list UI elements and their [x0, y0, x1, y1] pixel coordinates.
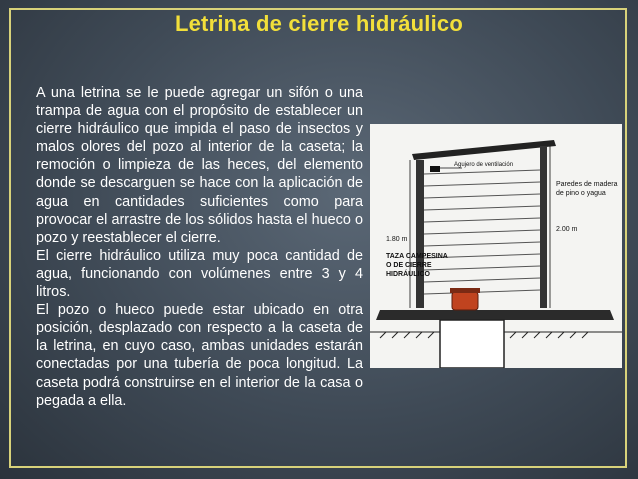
- label-walls-line1: Paredes de madera: [556, 181, 618, 188]
- slide-title: Letrina de cierre hidráulico: [174, 11, 464, 36]
- roof: [412, 140, 556, 160]
- label-seat-line1: TAZA CAMPESINA: [386, 253, 448, 260]
- vent-hole: [430, 166, 440, 172]
- label-walls-line2: de pino o yagua: [556, 190, 606, 197]
- label-height-right: 2.00 m: [556, 226, 578, 233]
- seat-bowl: [452, 292, 478, 310]
- label-height-left: 1.80 m: [386, 236, 408, 243]
- paragraph-1: A una letrina se le puede agregar un sifón o una trampa de agua con el propósito de establecer un cierre hidráulico que impida el paso de insectos y malos olores del pozo al interior de la caseta; la remoción o limpieza de las heces, del elemento donde se descarguen se hace con la aplicación de agua en cantidades suficientes como para provocar el arrastre de los sólidos hasta el hueco o pozo y reestablecer el cierre.: [36, 85, 363, 246]
- back-wall: [416, 160, 424, 308]
- front-wall: [540, 146, 547, 308]
- paragraph-2: El cierre hidráulico utiliza muy poca cantidad de agua, funcionando con volúmenes entre 3 y 4 litros.: [36, 247, 363, 301]
- label-vent: Agujero de ventilación: [454, 162, 514, 168]
- label-seat: [386, 252, 448, 279]
- label-seat-line3: HIDRÁULICO: [386, 271, 430, 278]
- label-walls: [556, 180, 617, 198]
- slide-body: [36, 84, 363, 410]
- seat-rim: [450, 288, 480, 293]
- latrine-diagram: [370, 124, 622, 368]
- label-seat-line2: O DE CIERRE: [386, 262, 432, 269]
- floor-slab: [376, 310, 614, 320]
- latrine-diagram-svg: [370, 124, 622, 368]
- paragraph-3: El pozo o hueco puede estar ubicado en otra posición, desplazado con respecto a la caseta de la letrina, en cuyo caso, ambas unidades estarán conectadas por una tubería de poca longitud. La caseta podrá construirse en el interior de la casa o pegada a ella.: [36, 302, 363, 409]
- pit: [440, 320, 504, 368]
